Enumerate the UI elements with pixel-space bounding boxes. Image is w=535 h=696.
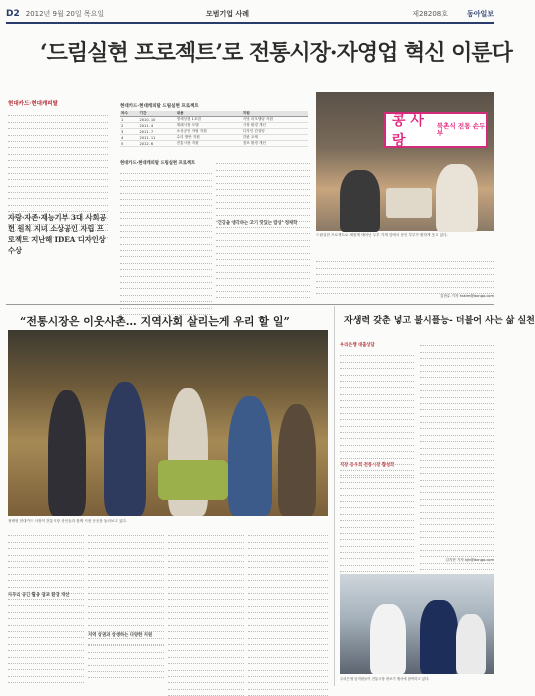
left-sidebar-box bbox=[8, 99, 112, 294]
photo-caption: 드림실현 프로젝트로 새롭게 태어난 두부 가게 앞에서 상인 부부가 환하게 웃고 있다. bbox=[316, 233, 448, 237]
article-column bbox=[248, 530, 328, 680]
newspaper-logo: 동아일보 bbox=[466, 10, 494, 18]
table-header: 내용 bbox=[176, 111, 242, 117]
table-header: 지원 bbox=[242, 111, 308, 117]
main-headline: ‘드림실현 프로젝트’로 전통시장·자영업 혁신 이룬다 bbox=[40, 40, 512, 66]
left-box-body bbox=[8, 110, 108, 218]
person-figure bbox=[228, 396, 272, 516]
article-body bbox=[420, 340, 494, 556]
article-column bbox=[8, 530, 84, 680]
column-divider bbox=[334, 306, 335, 686]
table-row: 4 2011. 11 수리 방안 지원 간판 교체 bbox=[120, 135, 308, 141]
market-visit-photo bbox=[8, 330, 328, 516]
photo-caption: 정태영 현대카드 사장이 전통시장 상인들과 함께 시장 곳곳을 둘러보고 있다. bbox=[8, 519, 128, 523]
table-row: 5 2012. 6 전통시장 지원 점포 환경 개선 bbox=[120, 141, 308, 147]
tofu-display bbox=[386, 188, 432, 218]
issue-number: 제28208호 bbox=[412, 10, 448, 18]
article-body bbox=[168, 530, 244, 676]
tofu-shop-photo bbox=[316, 92, 494, 231]
article-subhead: 우리은행 대출상담 bbox=[340, 343, 375, 348]
article-subhead: 직장 동우회 전통시장 활성화 bbox=[340, 463, 395, 468]
byline: 김현수 기자 hskim@donga.com bbox=[439, 294, 494, 298]
section-name: 모범기업 사례 bbox=[206, 10, 250, 18]
left-box-title: 현대카드·현대캐피탈 bbox=[8, 101, 58, 107]
article-subhead: ‘건강을 생각하는 고기 맛있는 밥상’ 정재학 bbox=[216, 221, 298, 226]
article-subhead: 지역 상권과 상생하는 다양한 지원 bbox=[88, 633, 153, 638]
person-figure bbox=[340, 170, 380, 232]
table-header: 차수 bbox=[120, 111, 138, 117]
shop-sign-sub: 북촌식 전통 손두부 bbox=[436, 122, 486, 137]
person-figure bbox=[278, 404, 316, 516]
article-column bbox=[88, 530, 164, 680]
shop-sign-name: 콩 사랑 bbox=[392, 113, 424, 149]
section2-headline: “전통시장은 이웃사촌… 지역사회 살리는게 우리 할 일” bbox=[20, 315, 290, 328]
section-divider bbox=[6, 304, 494, 305]
article-body bbox=[316, 256, 494, 292]
article-body bbox=[216, 158, 310, 218]
article-body bbox=[88, 530, 164, 630]
pull-quote: 자랑·자존·재능기부 3대 사회공헌 원칙 지녀 소상공인 자립 프로젝트 지난해 IDEA 디자인상 수상 bbox=[8, 213, 107, 255]
person-figure bbox=[456, 614, 486, 674]
photo-caption: 우리은행 임직원들이 전통시장 장보기 행사에 참여하고 있다. bbox=[340, 677, 430, 681]
article-subhead: 현대카드·현대캐피탈 드림실현 프로젝트 bbox=[120, 161, 196, 166]
article-column bbox=[316, 256, 494, 300]
project-table bbox=[120, 103, 308, 147]
article-column bbox=[216, 158, 310, 298]
article-body bbox=[216, 228, 310, 294]
table-caption: 현대카드·현대캐피탈 드림실현 프로젝트 bbox=[120, 104, 199, 109]
article-body bbox=[8, 600, 84, 672]
article-body bbox=[248, 530, 328, 676]
produce-basket bbox=[158, 460, 228, 500]
article-column bbox=[340, 340, 414, 570]
article-column bbox=[168, 530, 244, 680]
person-figure bbox=[436, 164, 478, 232]
page-number: D2 bbox=[6, 9, 20, 19]
issue-date: 2012년 9월 20일 목요일 bbox=[25, 10, 105, 18]
person-figure bbox=[48, 390, 86, 516]
bank-event-photo bbox=[340, 574, 494, 674]
table-header: 기간 bbox=[138, 111, 175, 117]
person-figure bbox=[420, 600, 458, 674]
article-body bbox=[340, 350, 414, 460]
article-column bbox=[420, 340, 494, 570]
article-body bbox=[8, 530, 84, 590]
table-row: 2 2011. 4 재래시장 모델 시장 환경 개선 bbox=[120, 123, 308, 129]
byline: 김지현 기자 kjh@donga.com bbox=[445, 558, 494, 562]
shop-sign bbox=[384, 112, 488, 148]
article-body bbox=[120, 168, 212, 296]
article-body bbox=[88, 640, 164, 674]
page-header bbox=[6, 6, 494, 24]
article-column bbox=[120, 158, 212, 298]
article-subhead: 자투리 공간 활용 점포 환경 개선 bbox=[8, 593, 70, 598]
table-row: 3 2011. 7 소상공인 자립 지원 디자인 컨설팅 bbox=[120, 129, 308, 135]
person-figure bbox=[104, 382, 146, 516]
person-figure bbox=[370, 604, 406, 674]
table-row: 1 2010. 10 영세상점 1호점 식당 리모델링 지원 bbox=[120, 117, 308, 123]
article-body bbox=[340, 470, 414, 570]
section3-headline: 자생력 갖춘 넣고 불시플능- 더불어 사는 삶 실천 bbox=[344, 316, 535, 326]
